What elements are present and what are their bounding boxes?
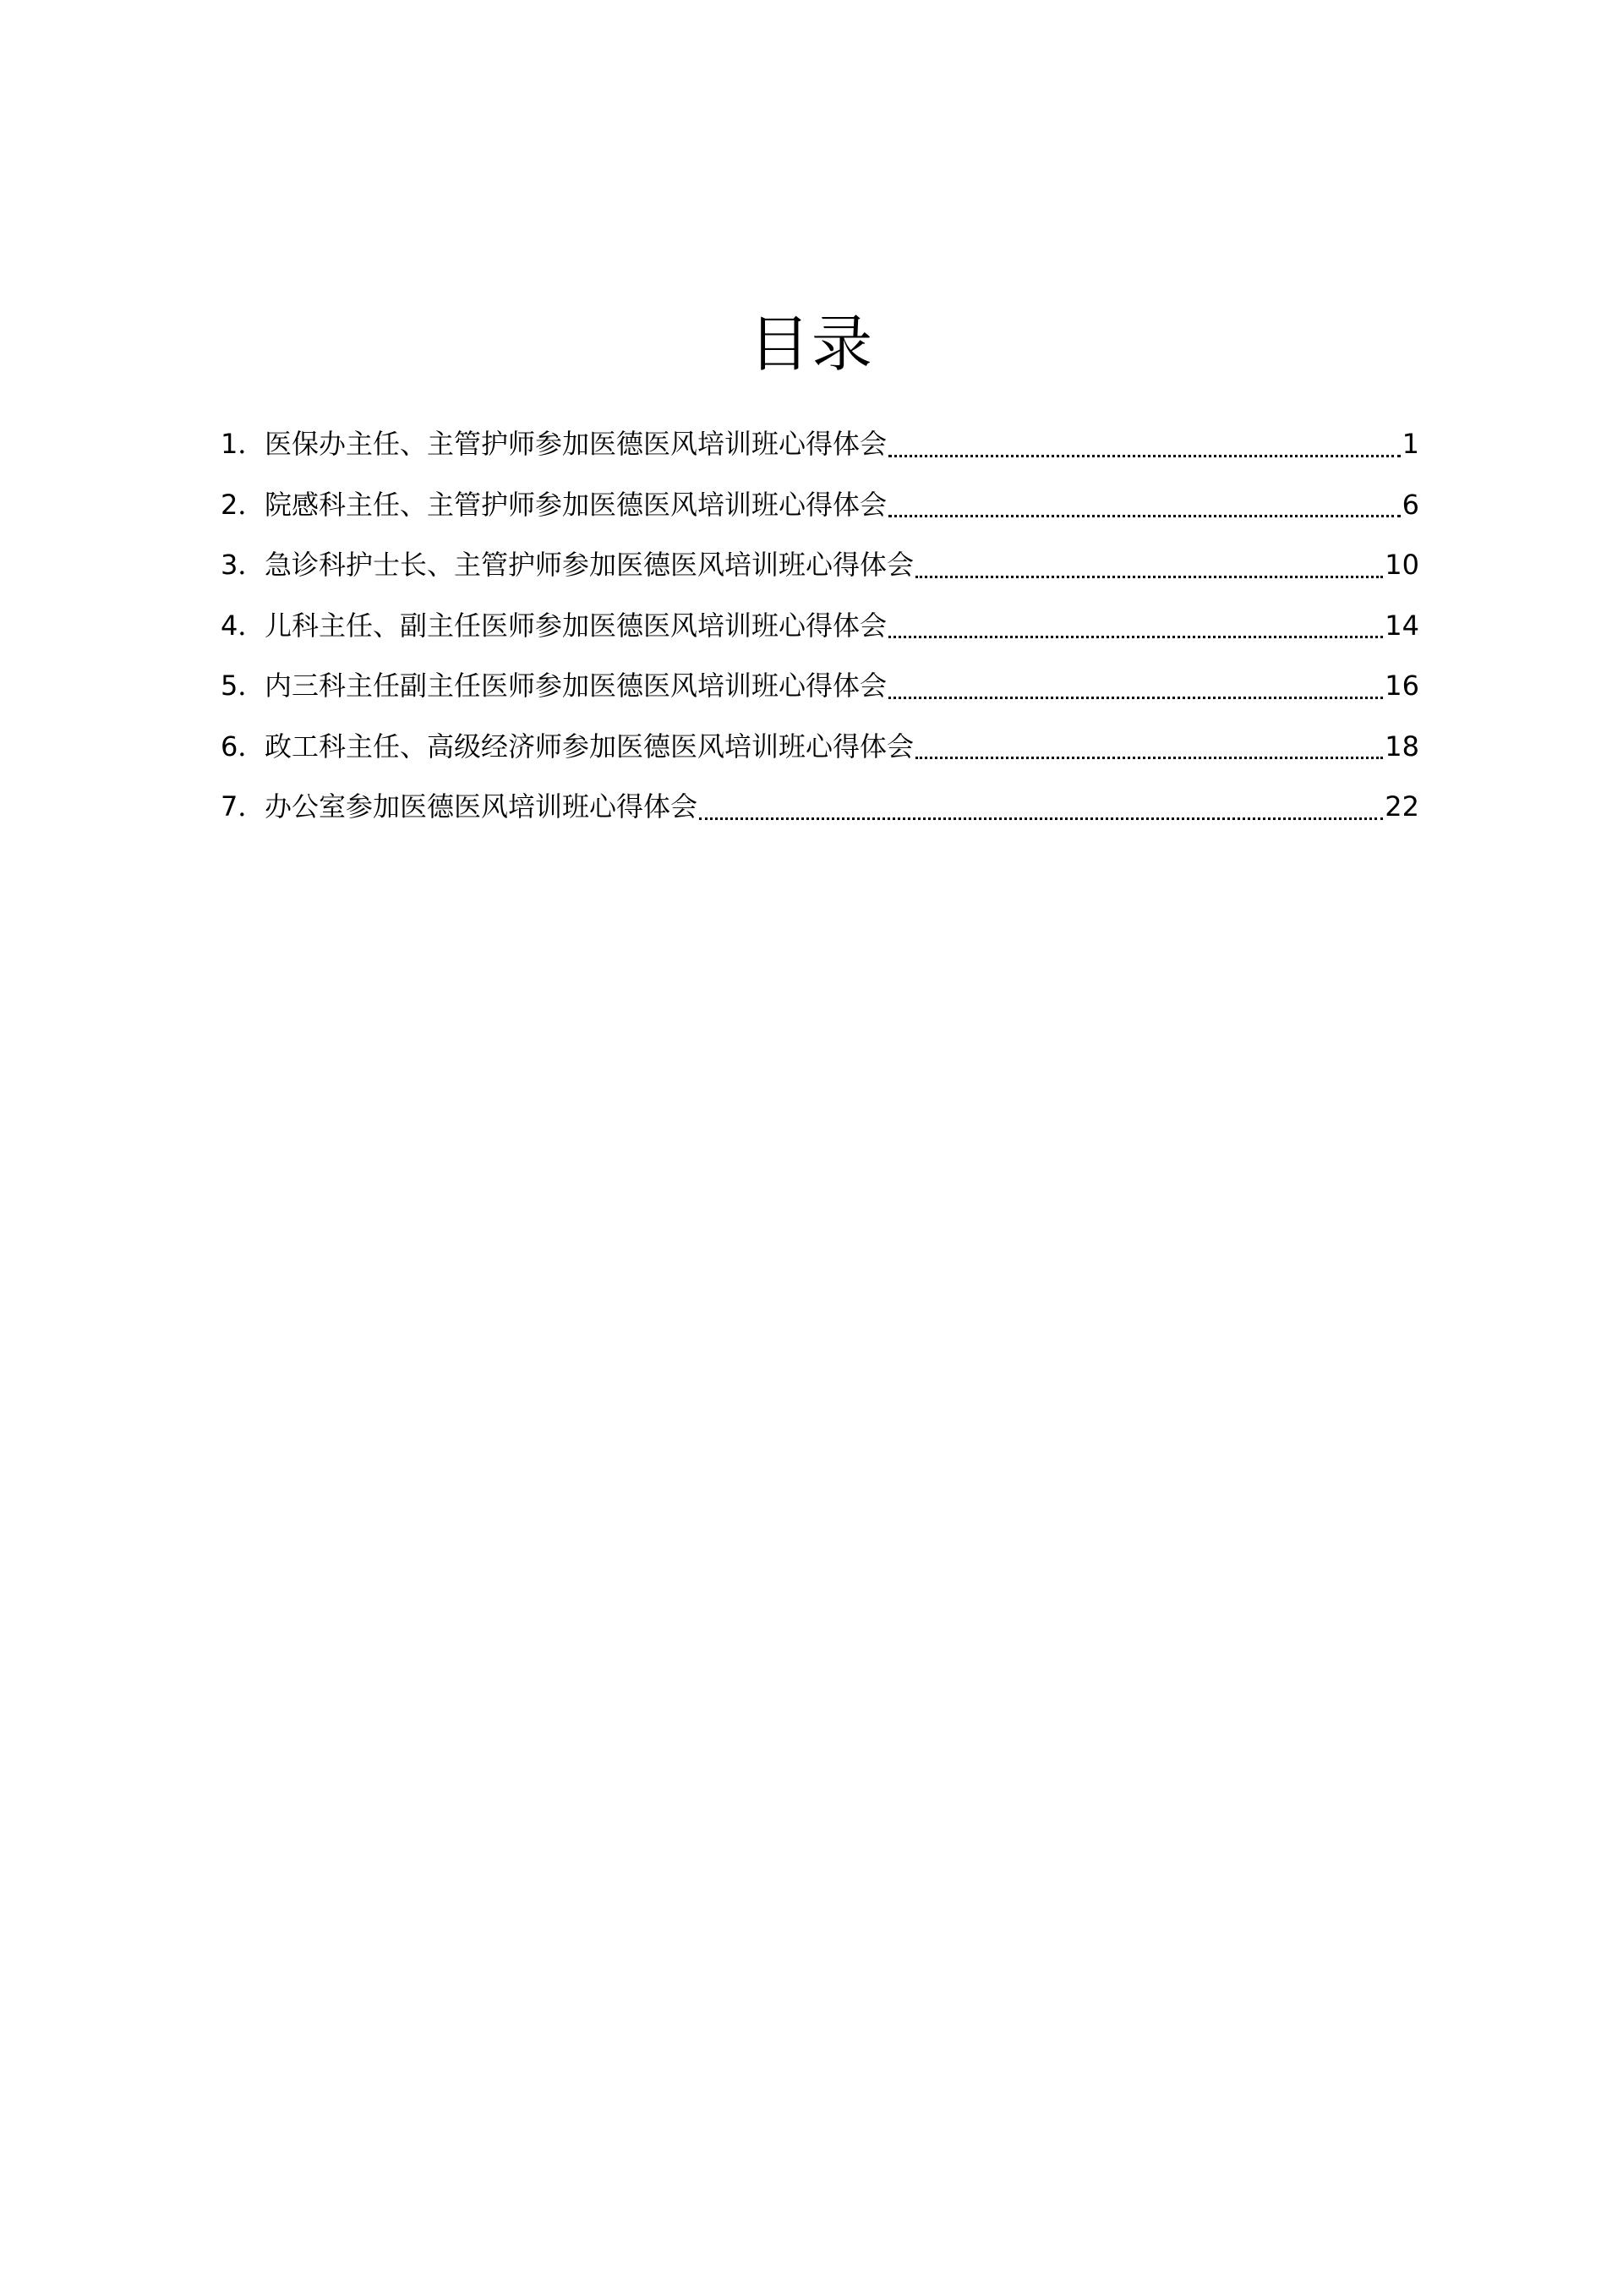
toc-entry-number: 7． [221, 790, 265, 823]
toc-entry-title: 政工科主任、高级经济师参加医德医风培训班心得体会 [265, 730, 915, 763]
toc-entry-page-number: 1 [1402, 428, 1419, 460]
toc-entry-title: 儿科主任、副主任医师参加医德医风培训班心得体会 [265, 609, 888, 642]
toc-entry[interactable] [221, 781, 1419, 842]
toc-entry-number: 4． [221, 609, 265, 642]
toc-entry[interactable] [221, 600, 1419, 661]
toc-entry-page-number: 14 [1385, 609, 1419, 642]
toc-entry-title: 院感科主任、主管护师参加医德医风培训班心得体会 [265, 488, 888, 521]
toc-entry-number: 6． [221, 730, 265, 763]
toc-entry-page-number: 10 [1385, 549, 1419, 581]
toc-entry-number: 1． [221, 428, 265, 460]
toc-entry-page-number: 16 [1385, 670, 1419, 702]
toc-dot-leader [888, 515, 1401, 517]
toc-entry-title: 内三科主任副主任医师参加医德医风培训班心得体会 [265, 670, 888, 702]
toc-entry-number: 3． [221, 549, 265, 581]
toc-entry-page-number: 6 [1402, 488, 1419, 521]
toc-entry[interactable] [221, 418, 1419, 479]
toc-entry-title: 医保办主任、主管护师参加医德医风培训班心得体会 [265, 428, 888, 460]
toc-entry[interactable] [221, 539, 1419, 600]
toc-entry-number: 2． [221, 488, 265, 521]
toc-entry[interactable] [221, 721, 1419, 782]
toc-entry[interactable] [221, 479, 1419, 540]
toc-entry[interactable] [221, 660, 1419, 721]
toc-title: 目录 [748, 309, 874, 380]
toc-dot-leader [699, 817, 1383, 820]
toc-dot-leader [915, 757, 1383, 759]
toc-dot-leader [888, 697, 1383, 699]
toc-dot-leader [888, 455, 1401, 457]
table-of-contents [221, 418, 1419, 842]
toc-entry-title: 急诊科护士长、主管护师参加医德医风培训班心得体会 [265, 549, 915, 581]
toc-entry-title: 办公室参加医德医风培训班心得体会 [265, 790, 698, 823]
toc-entry-number: 5． [221, 670, 265, 702]
toc-entry-page-number: 18 [1385, 730, 1419, 763]
toc-dot-leader [915, 576, 1383, 578]
toc-entry-page-number: 22 [1385, 790, 1419, 823]
toc-dot-leader [888, 636, 1383, 638]
